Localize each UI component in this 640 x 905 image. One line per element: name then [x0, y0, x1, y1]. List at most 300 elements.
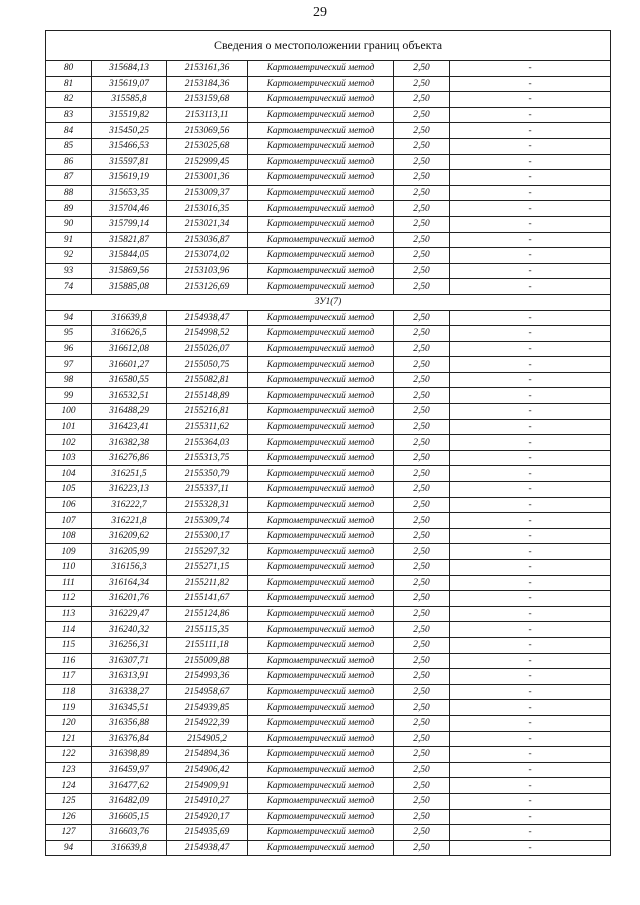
- point-number-cell: 96: [46, 341, 92, 357]
- accuracy-cell: 2,50: [394, 154, 450, 170]
- x-coordinate-cell: 315704,46: [92, 201, 167, 217]
- x-coordinate-cell: 316209,62: [92, 528, 167, 544]
- y-coordinate-cell: 2155337,11: [167, 482, 248, 498]
- point-number-cell: 106: [46, 497, 92, 513]
- method-cell: Картометрический метод: [248, 154, 394, 170]
- boundary-table-body: [46, 31, 611, 856]
- method-cell: Картометрический метод: [248, 653, 394, 669]
- table-row: [46, 793, 611, 809]
- description-cell: -: [450, 216, 611, 232]
- y-coordinate-cell: 2155111,18: [167, 637, 248, 653]
- table-row: [46, 731, 611, 747]
- method-cell: Картометрический метод: [248, 762, 394, 778]
- x-coordinate-cell: 315466,53: [92, 138, 167, 154]
- table-row: [46, 310, 611, 326]
- y-coordinate-cell: 2155009,88: [167, 653, 248, 669]
- table-row: [46, 435, 611, 451]
- point-number-cell: 80: [46, 61, 92, 77]
- description-cell: -: [450, 138, 611, 154]
- point-number-cell: 90: [46, 216, 92, 232]
- accuracy-cell: 2,50: [394, 809, 450, 825]
- table-row: [46, 388, 611, 404]
- point-number-cell: 109: [46, 544, 92, 560]
- x-coordinate-cell: 316276,86: [92, 450, 167, 466]
- method-cell: Картометрический метод: [248, 310, 394, 326]
- method-cell: Картометрический метод: [248, 372, 394, 388]
- point-number-cell: 100: [46, 404, 92, 420]
- method-cell: Картометрический метод: [248, 357, 394, 373]
- point-number-cell: 123: [46, 762, 92, 778]
- table-row: [46, 653, 611, 669]
- accuracy-cell: 2,50: [394, 326, 450, 342]
- y-coordinate-cell: 2154939,85: [167, 700, 248, 716]
- description-cell: -: [450, 825, 611, 841]
- method-cell: Картометрический метод: [248, 809, 394, 825]
- x-coordinate-cell: 316222,7: [92, 497, 167, 513]
- description-cell: -: [450, 154, 611, 170]
- method-cell: Картометрический метод: [248, 591, 394, 607]
- table-row: [46, 482, 611, 498]
- accuracy-cell: 2,50: [394, 341, 450, 357]
- description-cell: -: [450, 326, 611, 342]
- point-number-cell: 105: [46, 482, 92, 498]
- x-coordinate-cell: 315597,81: [92, 154, 167, 170]
- method-cell: Картометрический метод: [248, 622, 394, 638]
- y-coordinate-cell: 2154909,91: [167, 778, 248, 794]
- description-cell: -: [450, 92, 611, 108]
- x-coordinate-cell: 316482,09: [92, 793, 167, 809]
- x-coordinate-cell: 315519,82: [92, 107, 167, 123]
- method-cell: Картометрический метод: [248, 747, 394, 763]
- y-coordinate-cell: 2155211,82: [167, 575, 248, 591]
- x-coordinate-cell: 316156,3: [92, 560, 167, 576]
- description-cell: -: [450, 357, 611, 373]
- description-cell: -: [450, 263, 611, 279]
- y-coordinate-cell: 2153103,96: [167, 263, 248, 279]
- y-coordinate-cell: 2154920,17: [167, 809, 248, 825]
- description-cell: -: [450, 747, 611, 763]
- accuracy-cell: 2,50: [394, 450, 450, 466]
- accuracy-cell: 2,50: [394, 232, 450, 248]
- point-number-cell: 88: [46, 185, 92, 201]
- method-cell: Картометрический метод: [248, 513, 394, 529]
- table-row: [46, 575, 611, 591]
- method-cell: Картометрический метод: [248, 341, 394, 357]
- accuracy-cell: 2,50: [394, 622, 450, 638]
- accuracy-cell: 2,50: [394, 591, 450, 607]
- description-cell: -: [450, 497, 611, 513]
- method-cell: Картометрический метод: [248, 840, 394, 856]
- x-coordinate-cell: 316345,51: [92, 700, 167, 716]
- method-cell: Картометрический метод: [248, 232, 394, 248]
- description-cell: -: [450, 544, 611, 560]
- accuracy-cell: 2,50: [394, 715, 450, 731]
- x-coordinate-cell: 316221,8: [92, 513, 167, 529]
- x-coordinate-cell: 315684,13: [92, 61, 167, 77]
- accuracy-cell: 2,50: [394, 606, 450, 622]
- accuracy-cell: 2,50: [394, 684, 450, 700]
- method-cell: Картометрический метод: [248, 185, 394, 201]
- y-coordinate-cell: 2153161,36: [167, 61, 248, 77]
- x-coordinate-cell: 316626,5: [92, 326, 167, 342]
- description-cell: -: [450, 528, 611, 544]
- description-cell: -: [450, 700, 611, 716]
- accuracy-cell: 2,50: [394, 310, 450, 326]
- x-coordinate-cell: 316382,38: [92, 435, 167, 451]
- description-cell: -: [450, 622, 611, 638]
- table-row: [46, 326, 611, 342]
- x-coordinate-cell: 316240,32: [92, 622, 167, 638]
- point-number-cell: 94: [46, 840, 92, 856]
- point-number-cell: 103: [46, 450, 92, 466]
- table-row: [46, 123, 611, 139]
- description-cell: -: [450, 793, 611, 809]
- description-cell: -: [450, 341, 611, 357]
- y-coordinate-cell: 2154993,36: [167, 669, 248, 685]
- x-coordinate-cell: 316603,76: [92, 825, 167, 841]
- description-cell: -: [450, 248, 611, 264]
- table-row: [46, 138, 611, 154]
- table-row: [46, 154, 611, 170]
- description-cell: -: [450, 606, 611, 622]
- table-row: [46, 357, 611, 373]
- method-cell: Картометрический метод: [248, 404, 394, 420]
- x-coordinate-cell: 316488,29: [92, 404, 167, 420]
- description-cell: -: [450, 653, 611, 669]
- point-number-cell: 101: [46, 419, 92, 435]
- x-coordinate-cell: 315619,07: [92, 76, 167, 92]
- x-coordinate-cell: 316201,76: [92, 591, 167, 607]
- point-number-cell: 116: [46, 653, 92, 669]
- accuracy-cell: 2,50: [394, 793, 450, 809]
- method-cell: Картометрический метод: [248, 435, 394, 451]
- description-cell: -: [450, 466, 611, 482]
- accuracy-cell: 2,50: [394, 700, 450, 716]
- description-cell: -: [450, 715, 611, 731]
- x-coordinate-cell: 316223,13: [92, 482, 167, 498]
- method-cell: Картометрический метод: [248, 669, 394, 685]
- accuracy-cell: 2,50: [394, 107, 450, 123]
- method-cell: Картометрический метод: [248, 450, 394, 466]
- accuracy-cell: 2,50: [394, 840, 450, 856]
- x-coordinate-cell: 316601,27: [92, 357, 167, 373]
- point-number-cell: 85: [46, 138, 92, 154]
- description-cell: -: [450, 61, 611, 77]
- y-coordinate-cell: 2154998,52: [167, 326, 248, 342]
- y-coordinate-cell: 2154905,2: [167, 731, 248, 747]
- table-row: [46, 715, 611, 731]
- point-number-cell: 97: [46, 357, 92, 373]
- accuracy-cell: 2,50: [394, 560, 450, 576]
- method-cell: Картометрический метод: [248, 482, 394, 498]
- y-coordinate-cell: 2154958,67: [167, 684, 248, 700]
- y-coordinate-cell: 2153021,34: [167, 216, 248, 232]
- accuracy-cell: 2,50: [394, 762, 450, 778]
- accuracy-cell: 2,50: [394, 669, 450, 685]
- description-cell: -: [450, 388, 611, 404]
- table-row: [46, 404, 611, 420]
- x-coordinate-cell: 315821,87: [92, 232, 167, 248]
- table-row: [46, 840, 611, 856]
- y-coordinate-cell: 2155328,31: [167, 497, 248, 513]
- table-row: [46, 825, 611, 841]
- y-coordinate-cell: 2155313,75: [167, 450, 248, 466]
- accuracy-cell: 2,50: [394, 76, 450, 92]
- table-row: [46, 778, 611, 794]
- description-cell: -: [450, 76, 611, 92]
- x-coordinate-cell: 316164,34: [92, 575, 167, 591]
- method-cell: Картометрический метод: [248, 575, 394, 591]
- description-cell: -: [450, 513, 611, 529]
- y-coordinate-cell: 2155311,62: [167, 419, 248, 435]
- table-row: [46, 560, 611, 576]
- description-cell: -: [450, 778, 611, 794]
- description-cell: -: [450, 185, 611, 201]
- y-coordinate-cell: 2155300,17: [167, 528, 248, 544]
- table-row: [46, 450, 611, 466]
- y-coordinate-cell: 2155297,32: [167, 544, 248, 560]
- y-coordinate-cell: 2155364,03: [167, 435, 248, 451]
- y-coordinate-cell: 2154894,36: [167, 747, 248, 763]
- table-row: [46, 263, 611, 279]
- method-cell: Картометрический метод: [248, 279, 394, 295]
- method-cell: Картометрический метод: [248, 61, 394, 77]
- y-coordinate-cell: 2153069,56: [167, 123, 248, 139]
- description-cell: -: [450, 840, 611, 856]
- x-coordinate-cell: 315844,05: [92, 248, 167, 264]
- table-row: [46, 591, 611, 607]
- accuracy-cell: 2,50: [394, 575, 450, 591]
- table-row: [46, 216, 611, 232]
- table-row: [46, 684, 611, 700]
- accuracy-cell: 2,50: [394, 466, 450, 482]
- section-row: [46, 294, 611, 310]
- description-cell: -: [450, 170, 611, 186]
- table-row: [46, 762, 611, 778]
- description-cell: -: [450, 809, 611, 825]
- description-cell: -: [450, 637, 611, 653]
- accuracy-cell: 2,50: [394, 201, 450, 217]
- y-coordinate-cell: 2153016,35: [167, 201, 248, 217]
- method-cell: Картометрический метод: [248, 544, 394, 560]
- table-row: [46, 419, 611, 435]
- y-coordinate-cell: 2153001,36: [167, 170, 248, 186]
- y-coordinate-cell: 2153025,68: [167, 138, 248, 154]
- y-coordinate-cell: 2155271,15: [167, 560, 248, 576]
- point-number-cell: 86: [46, 154, 92, 170]
- method-cell: Картометрический метод: [248, 201, 394, 217]
- accuracy-cell: 2,50: [394, 544, 450, 560]
- point-number-cell: 122: [46, 747, 92, 763]
- x-coordinate-cell: 315869,56: [92, 263, 167, 279]
- method-cell: Картометрический метод: [248, 684, 394, 700]
- point-number-cell: 115: [46, 637, 92, 653]
- accuracy-cell: 2,50: [394, 513, 450, 529]
- method-cell: Картометрический метод: [248, 731, 394, 747]
- accuracy-cell: 2,50: [394, 263, 450, 279]
- x-coordinate-cell: 316459,97: [92, 762, 167, 778]
- accuracy-cell: 2,50: [394, 388, 450, 404]
- table-row: [46, 107, 611, 123]
- table-row: [46, 372, 611, 388]
- table-row: [46, 528, 611, 544]
- y-coordinate-cell: 2153036,87: [167, 232, 248, 248]
- accuracy-cell: 2,50: [394, 778, 450, 794]
- x-coordinate-cell: 316376,84: [92, 731, 167, 747]
- y-coordinate-cell: 2154938,47: [167, 840, 248, 856]
- table-row: [46, 341, 611, 357]
- table-title-row: [46, 31, 611, 61]
- y-coordinate-cell: 2153184,36: [167, 76, 248, 92]
- y-coordinate-cell: 2155124,86: [167, 606, 248, 622]
- point-number-cell: 74: [46, 279, 92, 295]
- x-coordinate-cell: 316307,71: [92, 653, 167, 669]
- x-coordinate-cell: 315585,8: [92, 92, 167, 108]
- y-coordinate-cell: 2155309,74: [167, 513, 248, 529]
- x-coordinate-cell: 316251,5: [92, 466, 167, 482]
- point-number-cell: 117: [46, 669, 92, 685]
- point-number-cell: 124: [46, 778, 92, 794]
- point-number-cell: 89: [46, 201, 92, 217]
- point-number-cell: 118: [46, 684, 92, 700]
- method-cell: Картометрический метод: [248, 248, 394, 264]
- point-number-cell: 98: [46, 372, 92, 388]
- accuracy-cell: 2,50: [394, 637, 450, 653]
- description-cell: -: [450, 372, 611, 388]
- table-row: [46, 637, 611, 653]
- point-number-cell: 93: [46, 263, 92, 279]
- description-cell: -: [450, 310, 611, 326]
- accuracy-cell: 2,50: [394, 497, 450, 513]
- table-row: [46, 513, 611, 529]
- x-coordinate-cell: 316313,91: [92, 669, 167, 685]
- table-row: [46, 185, 611, 201]
- description-cell: -: [450, 482, 611, 498]
- method-cell: Картометрический метод: [248, 466, 394, 482]
- y-coordinate-cell: 2155350,79: [167, 466, 248, 482]
- y-coordinate-cell: 2154935,69: [167, 825, 248, 841]
- point-number-cell: 111: [46, 575, 92, 591]
- description-cell: -: [450, 404, 611, 420]
- table-row: [46, 232, 611, 248]
- method-cell: Картометрический метод: [248, 419, 394, 435]
- boundary-table: [45, 30, 611, 856]
- point-number-cell: 92: [46, 248, 92, 264]
- description-cell: -: [450, 419, 611, 435]
- y-coordinate-cell: 2155216,81: [167, 404, 248, 420]
- table-row: [46, 76, 611, 92]
- table-row: [46, 809, 611, 825]
- table-row: [46, 248, 611, 264]
- table-row: [46, 747, 611, 763]
- y-coordinate-cell: 2155026,07: [167, 341, 248, 357]
- table-title: Сведения о местоположении границ объекта: [46, 31, 611, 61]
- method-cell: Картометрический метод: [248, 637, 394, 653]
- accuracy-cell: 2,50: [394, 419, 450, 435]
- x-coordinate-cell: 316580,55: [92, 372, 167, 388]
- x-coordinate-cell: 316423,41: [92, 419, 167, 435]
- accuracy-cell: 2,50: [394, 170, 450, 186]
- x-coordinate-cell: 316639,8: [92, 840, 167, 856]
- method-cell: Картометрический метод: [248, 825, 394, 841]
- table-row: [46, 279, 611, 295]
- accuracy-cell: 2,50: [394, 747, 450, 763]
- description-cell: -: [450, 731, 611, 747]
- y-coordinate-cell: 2154938,47: [167, 310, 248, 326]
- x-coordinate-cell: 316605,15: [92, 809, 167, 825]
- y-coordinate-cell: 2154910,27: [167, 793, 248, 809]
- x-coordinate-cell: 316205,99: [92, 544, 167, 560]
- point-number-cell: 107: [46, 513, 92, 529]
- accuracy-cell: 2,50: [394, 92, 450, 108]
- point-number-cell: 127: [46, 825, 92, 841]
- page-number: 29: [313, 5, 327, 20]
- x-coordinate-cell: 315799,14: [92, 216, 167, 232]
- accuracy-cell: 2,50: [394, 731, 450, 747]
- y-coordinate-cell: 2153074,02: [167, 248, 248, 264]
- accuracy-cell: 2,50: [394, 279, 450, 295]
- method-cell: Картометрический метод: [248, 700, 394, 716]
- accuracy-cell: 2,50: [394, 61, 450, 77]
- x-coordinate-cell: 316639,8: [92, 310, 167, 326]
- accuracy-cell: 2,50: [394, 404, 450, 420]
- point-number-cell: 99: [46, 388, 92, 404]
- y-coordinate-cell: 2155141,67: [167, 591, 248, 607]
- point-number-cell: 113: [46, 606, 92, 622]
- description-cell: -: [450, 123, 611, 139]
- description-cell: -: [450, 591, 611, 607]
- y-coordinate-cell: 2153009,37: [167, 185, 248, 201]
- accuracy-cell: 2,50: [394, 528, 450, 544]
- x-coordinate-cell: 316338,27: [92, 684, 167, 700]
- x-coordinate-cell: 316612,08: [92, 341, 167, 357]
- accuracy-cell: 2,50: [394, 216, 450, 232]
- method-cell: Картометрический метод: [248, 528, 394, 544]
- description-cell: -: [450, 107, 611, 123]
- y-coordinate-cell: 2153126,69: [167, 279, 248, 295]
- table-row: [46, 61, 611, 77]
- table-row: [46, 700, 611, 716]
- accuracy-cell: 2,50: [394, 138, 450, 154]
- point-number-cell: 112: [46, 591, 92, 607]
- description-cell: -: [450, 201, 611, 217]
- table-row: [46, 622, 611, 638]
- x-coordinate-cell: 316356,88: [92, 715, 167, 731]
- point-number-cell: 126: [46, 809, 92, 825]
- point-number-cell: 94: [46, 310, 92, 326]
- table-row: [46, 497, 611, 513]
- y-coordinate-cell: 2153113,11: [167, 107, 248, 123]
- method-cell: Картометрический метод: [248, 107, 394, 123]
- table-row: [46, 544, 611, 560]
- method-cell: Картометрический метод: [248, 326, 394, 342]
- point-number-cell: 125: [46, 793, 92, 809]
- y-coordinate-cell: 2155082,81: [167, 372, 248, 388]
- y-coordinate-cell: 2152999,45: [167, 154, 248, 170]
- accuracy-cell: 2,50: [394, 482, 450, 498]
- x-coordinate-cell: 316229,47: [92, 606, 167, 622]
- point-number-cell: 81: [46, 76, 92, 92]
- point-number-cell: 114: [46, 622, 92, 638]
- description-cell: -: [450, 669, 611, 685]
- description-cell: -: [450, 684, 611, 700]
- accuracy-cell: 2,50: [394, 372, 450, 388]
- method-cell: Картометрический метод: [248, 123, 394, 139]
- x-coordinate-cell: 316256,31: [92, 637, 167, 653]
- table-row: [46, 466, 611, 482]
- y-coordinate-cell: 2155050,75: [167, 357, 248, 373]
- x-coordinate-cell: 316398,89: [92, 747, 167, 763]
